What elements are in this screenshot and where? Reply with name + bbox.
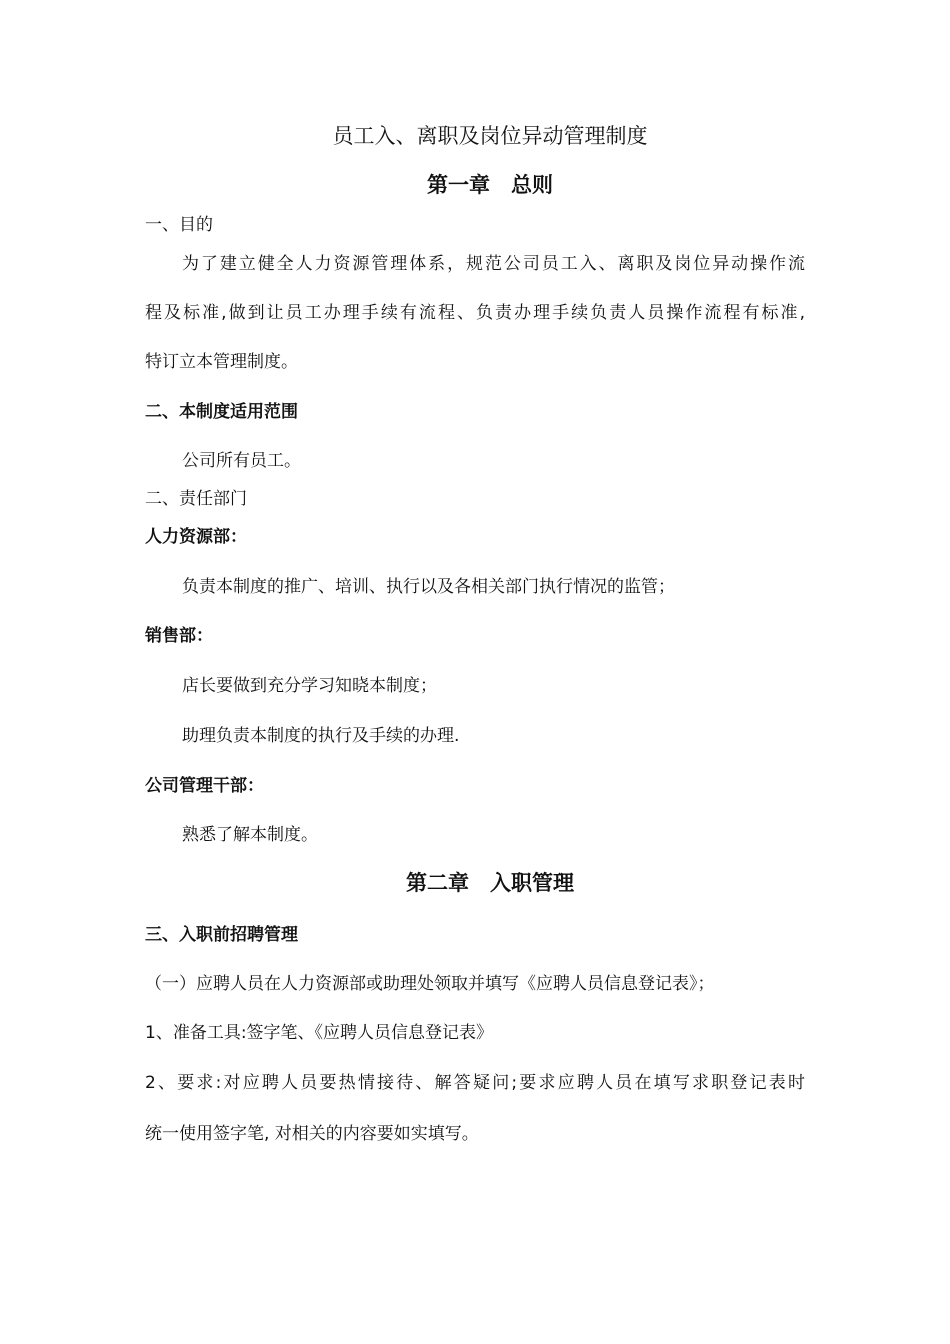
management-heading: 公司管理干部： (145, 776, 264, 796)
recruitment-item-1: （一）应聘人员在人力资源部或助理处领取并填写《应聘人员信息登记表》； (145, 974, 715, 994)
document-title: 员工入、离职及岗位异动管理制度 (332, 124, 648, 148)
chapter-1-heading: 第一章 总则 (427, 173, 553, 197)
sales-department-text-2: 助理负责本制度的执行及手续的办理. (182, 726, 460, 746)
recruitment-item-1-2-line-1: 2、要求:对应聘人员要热情接待、解答疑问;要求应聘人员在填写求职登记表时 (145, 1073, 805, 1093)
sales-department-heading: 销售部： (145, 626, 213, 646)
recruitment-item-1-1: 1、准备工具:签字笔、《应聘人员信息登记表》 (145, 1023, 494, 1043)
purpose-paragraph-line-2: 程及标准,做到让员工办理手续有流程、负责办理手续负责人员操作流程有标准, (145, 303, 805, 323)
recruitment-item-1-2-line-2: 统一使用签字笔, 对相关的内容要如实填写。 (145, 1124, 479, 1144)
section-purpose-heading: 一、目的 (145, 215, 213, 235)
section-scope-heading: 二、本制度适用范围 (145, 402, 298, 422)
sales-department-text-1: 店长要做到充分学习知晓本制度； (182, 676, 437, 696)
scope-text: 公司所有员工。 (182, 451, 301, 471)
hr-department-text: 负责本制度的推广、培训、执行以及各相关部门执行情况的监管； (182, 577, 675, 597)
section-responsibility-heading: 二、责任部门 (145, 489, 247, 509)
pre-hire-recruitment-heading: 三、入职前招聘管理 (145, 925, 298, 945)
purpose-paragraph-line-1: 为了建立健全人力资源管理体系，规范公司员工入、离职及岗位异动操作流 (182, 254, 805, 274)
chapter-2-heading: 第二章 入职管理 (406, 871, 574, 895)
management-text: 熟悉了解本制度。 (182, 825, 318, 845)
purpose-paragraph-line-3: 特订立本管理制度。 (145, 352, 298, 372)
hr-department-heading: 人力资源部： (145, 527, 247, 547)
